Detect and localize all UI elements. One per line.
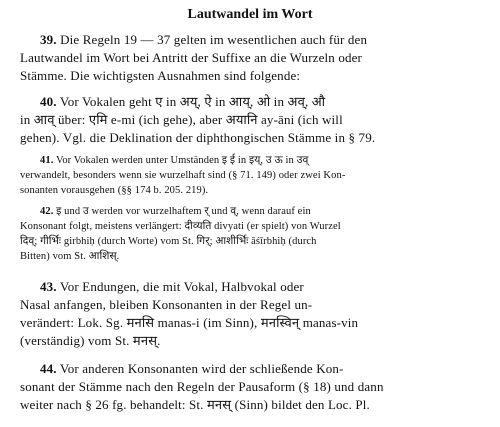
- paragraph-39-line-2: Lautwandel im Wort bei Antritt der Suffixe an die Wurzeln oder: [20, 50, 363, 65]
- paragraph-42-line-1: 42. इ und उ werden vor wurzelhaftem र् und व्, wenn darauf ein: [40, 206, 311, 217]
- paragraph-44-number: 44.: [40, 361, 57, 376]
- paragraph-40: [20, 93, 484, 147]
- paragraph-41: [20, 153, 484, 198]
- paragraph-44-line-1: 44. Vor anderen Konsonanten wird der schließende Kon-: [40, 361, 344, 376]
- paragraph-44-line-3: weiter nach § 26 fg. behandelt: St. मनस् (Sinn) bildet den Loc. Pl.: [20, 397, 370, 412]
- paragraph-40-line-3: gehen). Vgl. die Deklination der diphthongischen Stämme in § 79.: [20, 130, 376, 145]
- section-heading: Lautwandel im Wort: [187, 7, 313, 22]
- paragraph-43-line-1: 43. Vor Endungen, die mit Vokal, Halbvokal oder: [40, 279, 304, 294]
- paragraph-39-number: 39.: [40, 32, 57, 47]
- paragraph-43-line-4: (verständig) vom St. मनस्.: [20, 333, 161, 348]
- paragraph-40-line-2: in आव् über: एमि e-mi (ich gehe), aber अयानि ay-āni (ich will: [20, 112, 343, 127]
- paragraph-39: [20, 31, 484, 85]
- paragraph-41-line-3: sonanten vorausgehen (§§ 174 b. 205. 219).: [20, 185, 209, 196]
- paragraph-41-number: 41.: [40, 155, 54, 166]
- paragraph-40-number: 40.: [40, 94, 57, 109]
- paragraph-42-line-4: Bitten) vom St. आशिस्.: [20, 251, 120, 262]
- paragraph-42: [20, 204, 484, 264]
- paragraph-42-line-3: दिव्; गीर्भिः girbhiḥ (durch Worte) vom St. गिर्; आशीर्भिः āśīrbhiḥ (durch: [20, 236, 317, 247]
- paragraph-43-line-3: verändert: Lok. Sg. मनसि manas-i (im Sinn), मनस्विन् manas-vin: [20, 315, 359, 330]
- paragraph-43-line-2: Nasal anfangen, bleiben Konsonanten in der Regel un-: [20, 297, 313, 312]
- paragraph-39-line-3: Stämme. Die wichtigsten Ausnahmen sind folgende:: [20, 68, 301, 83]
- paragraph-43: [20, 278, 484, 350]
- paragraph-42-number: 42.: [40, 206, 54, 217]
- paragraph-44-line-2: sonant der Stämme nach den Regeln der Pausaform (§ 18) und dann: [20, 379, 384, 394]
- paragraph-43-number: 43.: [40, 279, 57, 294]
- paragraph-44: [20, 360, 484, 414]
- paragraph-39-line-1: 39. Die Regeln 19 — 37 gelten im wesentlichen auch für den: [40, 32, 368, 47]
- paragraph-40-line-1: 40. Vor Vokalen geht ए in अय्, ऐ in आय्, ओ in अव्, औ: [40, 94, 326, 109]
- paragraph-41-line-2: verwandelt, besonders wenn sie wurzelhaft sind (§ 71. 149) oder zwei Kon-: [20, 170, 346, 181]
- paragraph-42-line-2: Konsonant folgt, meistens verlängert: दीव्यति divyati (er spielt) von Wurzel: [20, 221, 341, 232]
- paragraph-41-line-1: 41. Vor Vokalen werden unter Umständen इ ई in इय्, उ ऊ in उव्: [40, 155, 309, 166]
